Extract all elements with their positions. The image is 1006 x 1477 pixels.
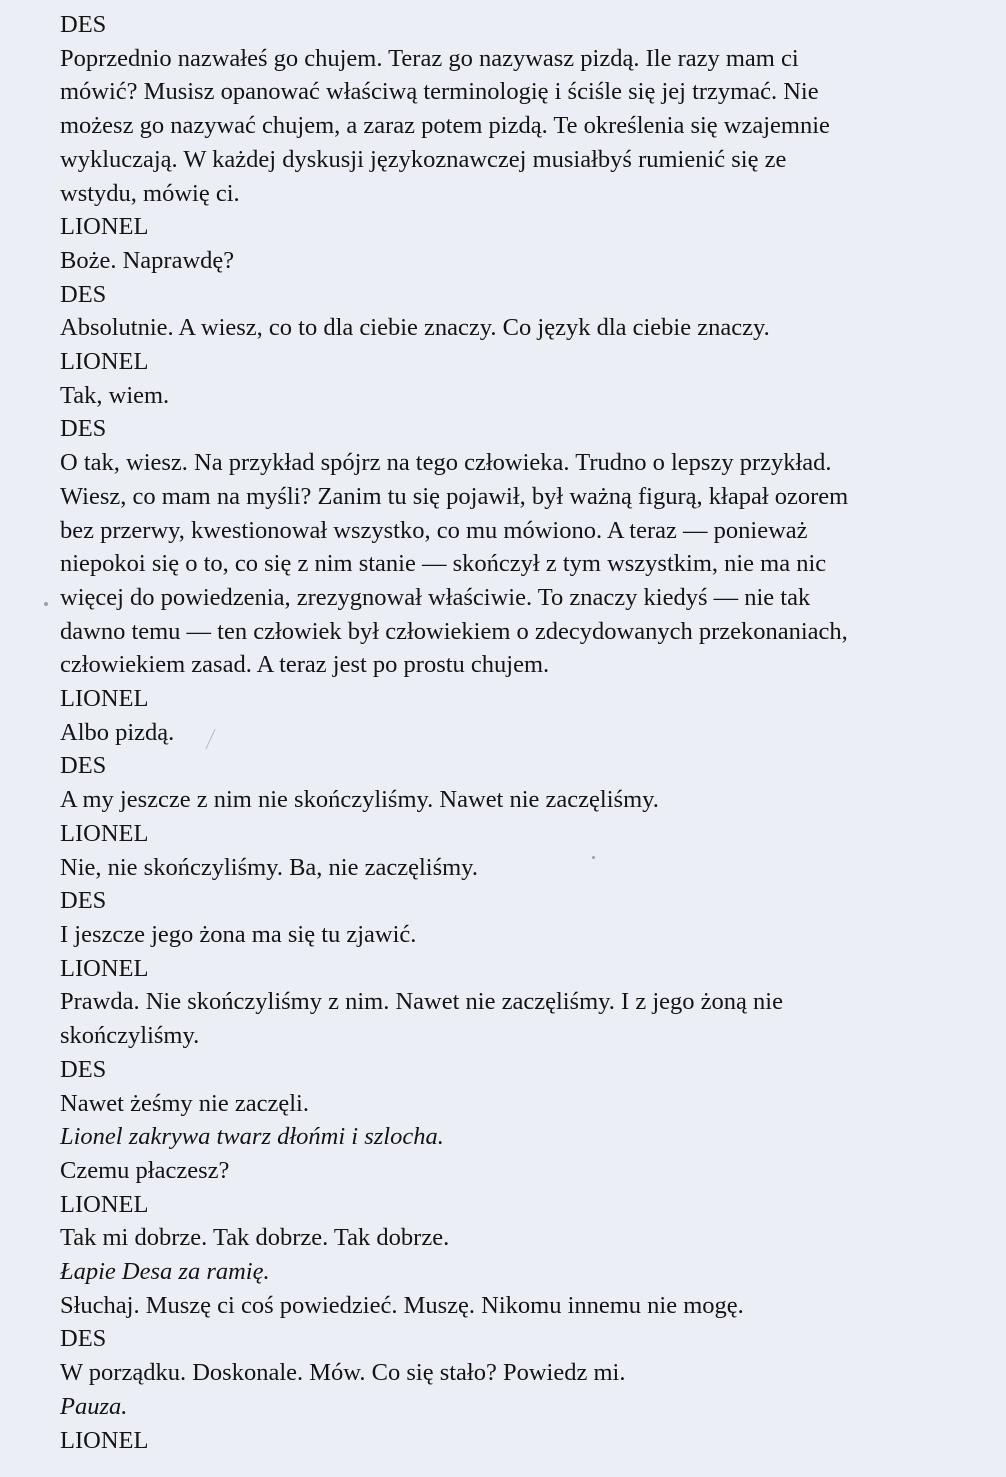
dialogue-block <box>60 1289 1006 1323</box>
dialogue-line: wstydu, mówię ci. <box>60 179 240 207</box>
stage-direction: Lionel zakrywa twarz dłońmi i szlocha. <box>60 1123 444 1151</box>
dialogue-line: niepokoi się o to, co się z nim stanie — skończył z tym wszystkim, nie ma nic <box>60 550 827 578</box>
dialogue-line: Słuchaj. Muszę ci coś powiedzieć. Muszę. Nikomu innemu nie mogę. <box>60 1291 744 1319</box>
dialogue-block <box>60 1221 1006 1255</box>
dialogue-line: Nawet żeśmy nie zaczęli. <box>60 1089 309 1117</box>
dialogue-line: bez przerwy, kwestionował wszystko, co mu mówiono. A teraz — ponieważ <box>60 516 808 544</box>
dialogue-line: Absolutnie. A wiesz, co to dla ciebie znaczy. Co język dla ciebie znaczy. <box>60 314 770 342</box>
dialogue-line: Czemu płaczesz? <box>60 1156 230 1184</box>
dialogue-line: mówić? Musisz opanować właściwą terminologię i ściśle się jej trzymać. Nie <box>60 78 819 106</box>
dialogue-block <box>60 446 1006 682</box>
play-script <box>60 8 1006 1457</box>
dialogue-block <box>60 783 1006 817</box>
speaker-name: LIONEL <box>60 819 149 847</box>
speaker-name: DES <box>60 1055 107 1083</box>
dialogue-block <box>60 716 1006 750</box>
speaker-name: LIONEL <box>60 348 149 376</box>
dialogue-block <box>60 244 1006 278</box>
speaker-name: DES <box>60 752 107 780</box>
dialogue-block <box>60 42 1006 211</box>
dialogue-block <box>60 1154 1006 1188</box>
dialogue-line: Albo pizdą. <box>60 718 175 746</box>
speaker-name: DES <box>60 280 107 308</box>
speaker-name: LIONEL <box>60 213 149 241</box>
speaker-name: DES <box>60 11 107 38</box>
speaker-name: LIONEL <box>60 685 149 713</box>
dialogue-block <box>60 311 1006 345</box>
dialogue-line: I jeszcze jego żona ma się tu zjawić. <box>60 920 417 948</box>
dialogue-line: Tak mi dobrze. Tak dobrze. Tak dobrze. <box>60 1224 450 1252</box>
speaker-name: DES <box>60 1325 107 1353</box>
scan-speck <box>592 856 595 859</box>
dialogue-block <box>60 851 1006 885</box>
dialogue-line: Nie, nie skończyliśmy. Ba, nie zaczęliśmy. <box>60 853 478 881</box>
speaker-name: LIONEL <box>60 1426 149 1454</box>
dialogue-line: Poprzednio nazwałeś go chujem. Teraz go nazywasz pizdą. Ile razy mam ci <box>60 44 799 72</box>
speaker-name: LIONEL <box>60 954 149 982</box>
dialogue-line: możesz go nazywać chujem, a zaraz potem pizdą. Te określenia się wzajemnie <box>60 112 830 140</box>
stage-direction: Pauza. <box>60 1392 128 1420</box>
speaker-name: DES <box>60 415 107 443</box>
dialogue-line: O tak, wiesz. Na przykład spójrz na tego człowieka. Trudno o lepszy przykład. <box>60 449 832 477</box>
dialogue-block <box>60 1087 1006 1121</box>
dialogue-block <box>60 1356 1006 1390</box>
dialogue-line: więcej do powiedzenia, zrezygnował właściwie. To znaczy kiedyś — nie tak <box>60 583 811 611</box>
dialogue-line: wykluczają. W każdej dyskusji językoznawczej musiałbyś rumienić się ze <box>60 145 787 173</box>
scan-speck <box>44 602 48 606</box>
dialogue-block <box>60 379 1006 413</box>
speaker-name: LIONEL <box>60 1190 149 1218</box>
speaker-name: DES <box>60 887 107 915</box>
stage-direction: Łapie Desa za ramię. <box>60 1258 270 1286</box>
dialogue-line: Boże. Naprawdę? <box>60 246 235 274</box>
dialogue-line: Wiesz, co mam na myśli? Zanim tu się pojawił, był ważną figurą, kłapał ozorem <box>60 482 849 510</box>
dialogue-line: W porządku. Doskonale. Mów. Co się stało? Powiedz mi. <box>60 1359 626 1387</box>
dialogue-line: człowiekiem zasad. A teraz jest po prostu chujem. <box>60 651 550 679</box>
dialogue-block <box>60 985 1006 1052</box>
dialogue-block <box>60 918 1006 952</box>
dialogue-line: Tak, wiem. <box>60 381 170 409</box>
dialogue-line: Prawda. Nie skończyliśmy z nim. Nawet nie zaczęliśmy. I z jego żoną nie <box>60 988 783 1016</box>
dialogue-line: A my jeszcze z nim nie skończyliśmy. Nawet nie zaczęliśmy. <box>60 786 659 814</box>
dialogue-line: dawno temu — ten człowiek był człowiekiem o zdecydowanych przekonaniach, <box>60 617 848 645</box>
dialogue-line: skończyliśmy. <box>60 1022 200 1050</box>
